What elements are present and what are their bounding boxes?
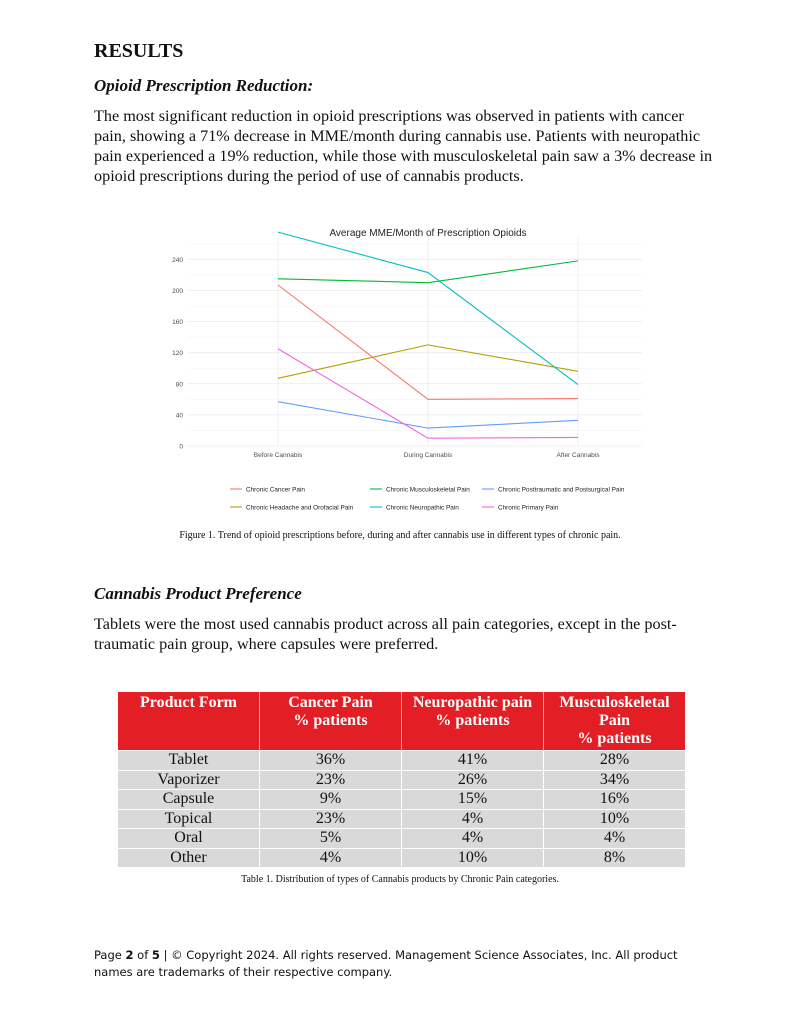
cell-cancer: 23% [260,809,402,829]
chart-title: Average MME/Month of Prescription Opioids [329,228,527,239]
cell-product: Tablet [118,751,260,771]
footer-page-current: 2 [125,948,134,962]
legend-label: Chronic Posttraumatic and Postsurgical Pain [498,486,625,494]
footer-page-of: of [133,948,152,962]
results-heading: RESULTS [94,40,184,62]
cell-musculoskeletal: 10% [544,809,686,829]
table-header-row [118,692,685,751]
x-tick-label: Before Cannabis [253,452,303,459]
cell-neuropathic: 41% [402,751,544,771]
cell-cancer: 5% [260,829,402,849]
y-tick-label: 240 [172,256,183,264]
header-musculoskeletal-pain: Musculoskeletal Pain % patients [544,692,686,751]
cell-neuropathic: 15% [402,790,544,810]
cell-product: Oral [118,829,260,849]
legend-label: Chronic Cancer Pain [246,486,305,494]
cell-musculoskeletal: 34% [544,770,686,790]
legend-label: Chronic Primary Pain [498,504,559,512]
header-neuropathic-pain: Neuropathic pain % patients [402,692,544,751]
figure-caption: Figure 1. Trend of opioid prescriptions before, during and after cannabis use in different types of chronic pain. [179,530,621,541]
cell-cancer: 4% [260,848,402,867]
product-table [118,692,685,867]
table-caption: Table 1. Distribution of types of Cannabis products by Chronic Pain categories. [241,874,559,885]
header-cancer-pain: Cancer Pain % patients [260,692,402,751]
legend-label: Chronic Musculoskeletal Pain [386,486,470,494]
cell-musculoskeletal: 8% [544,848,686,867]
table-row [118,751,685,771]
y-tick-label: 160 [172,319,183,327]
y-tick-label: 80 [175,381,183,389]
cell-product: Capsule [118,790,260,810]
cell-product: Vaporizer [118,770,260,790]
cell-cancer: 9% [260,790,402,810]
cell-product: Topical [118,809,260,829]
header-product-form: Product Form [118,692,260,751]
table-row [118,829,685,849]
cell-cancer: 23% [260,770,402,790]
y-tick-label: 40 [175,412,183,420]
line-chart [160,218,650,518]
cell-musculoskeletal: 28% [544,751,686,771]
y-tick-label: 120 [172,350,183,358]
x-tick-label: During Cannabis [403,452,453,459]
footer-page-prefix: Page [94,948,126,962]
legend-label: Chronic Neuropathic Pain [386,504,459,512]
cell-neuropathic: 4% [402,829,544,849]
cell-musculoskeletal: 16% [544,790,686,810]
cell-neuropathic: 10% [402,848,544,867]
table-row [118,848,685,867]
x-tick-label: After Cannabis [556,452,600,459]
y-tick-label: 0 [179,443,183,451]
cell-cancer: 36% [260,751,402,771]
table-row [118,790,685,810]
cannabis-paragraph: Tablets were the most used cannabis product across all pain categories, except in the post-traumatic pain group, where capsules were preferred. [94,615,677,653]
y-tick-label: 200 [172,287,183,295]
page-footer [94,947,714,981]
table-row [118,809,685,829]
footer-copyright: | © Copyright 2024. All rights reserved. Management Science Associates, Inc. All product names are trademarks of their respective company. [94,948,678,979]
cell-product: Other [118,848,260,867]
cell-neuropathic: 4% [402,809,544,829]
section-heading-opioid: Opioid Prescription Reduction: [94,76,314,95]
footer-page-total: 5 [151,948,160,962]
cell-neuropathic: 26% [402,770,544,790]
opioid-paragraph: The most significant reduction in opioid prescriptions was observed in patients with cancer pain, showing a 71% decrease in MME/month during cannabis use. Patients with neuropathic pain experienced a 19% reduction, while those with musculoskeletal pain saw a 3% decrease in opioid prescriptions during the period of use of cannabis products. [94,107,713,185]
table-row [118,770,685,790]
section-heading-cannabis: Cannabis Product Preference [94,584,302,603]
legend-label: Chronic Headache and Orofacial Pain [246,504,354,512]
cell-musculoskeletal: 4% [544,829,686,849]
